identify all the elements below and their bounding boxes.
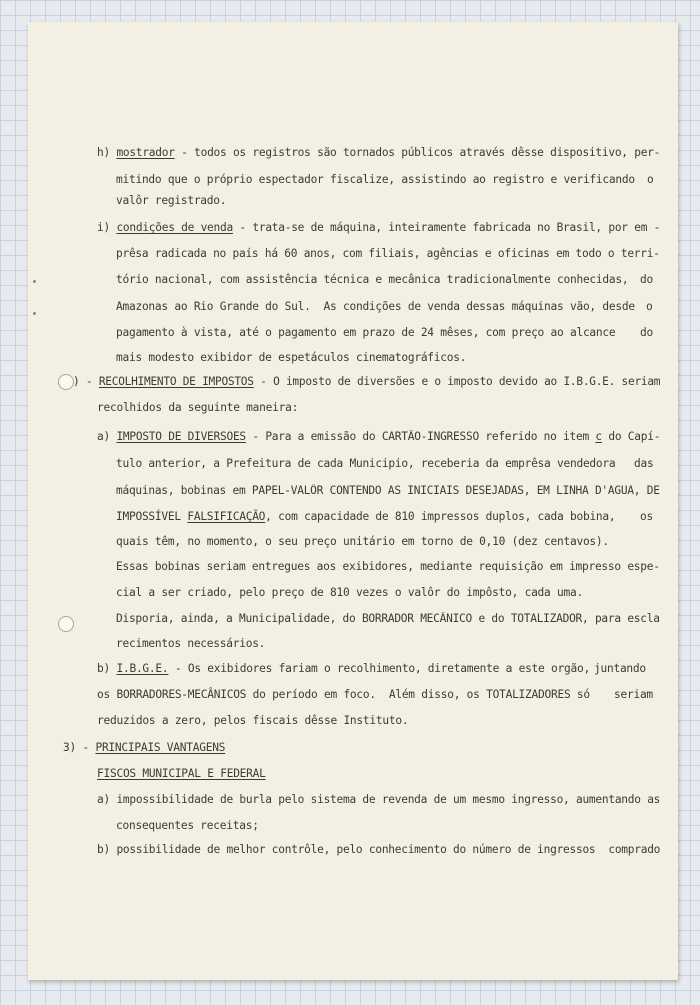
binder-hole-bottom [58, 616, 74, 632]
item-h-line-3: valôr registrado. [116, 194, 227, 207]
item-2a-line-8: Disporia, ainda, a Municipalidade, do BORRADOR MECÂNICO e do TOTALIZADOR, para escla [116, 612, 660, 625]
item-h-term: mostrador [116, 146, 175, 159]
item-h-label: h) [97, 146, 110, 159]
binder-hole-top [58, 374, 74, 390]
item-i-line-4-end: o [646, 300, 653, 313]
section-2-heading: RECOLHIMENTO DE IMPOSTOS [98, 375, 254, 388]
paper-speck [33, 280, 36, 283]
item-i-label: i) [97, 221, 110, 234]
item-2b-label: b) [97, 662, 110, 675]
item-2b-line-2: os BORRADORES-MECÂNICOS do período em foco. Além disso, os TOTALIZADORES só [97, 688, 590, 701]
item-2b-line-1: b) I.B.G.E. - Os exibidores fariam o recolhimento, diretamente a este orgão, [97, 662, 590, 675]
item-2a-line-3: máquinas, bobinas em PAPEL-VALÔR CONTENDO AS INICIAIS DESEJADAS, EM LINHA D'AGUA, DE [116, 484, 660, 497]
item-h-line-2-end: o [647, 173, 654, 186]
item-3a-line-1: a) impossibilidade de burla pelo sistema de revenda de um mesmo ingresso, aumentando as [97, 793, 661, 806]
item-i-line-5-end: do [640, 326, 653, 339]
item-2b-line-1-end: juntando [594, 662, 646, 675]
item-2b-line-2-end: seriam [614, 688, 653, 701]
item-h-line-1: h) mostrador - todos os registros são tornados públicos através dêsse dispositivo, per- [97, 146, 661, 159]
item-2a-line-7: cial a ser criado, pelo preço de 810 vezes o valôr do impôsto, cada uma. [116, 586, 583, 599]
paper-speck [33, 312, 36, 315]
item-2a-line-4: IMPOSSÍVEL FALSIFICAÇÃO, com capacidade de 810 impressos duplos, cada bobina, [116, 510, 616, 523]
item-i-term: condições de venda [116, 221, 233, 234]
section-3-label: 3) - [63, 741, 89, 754]
item-3a-line-2: consequentes receitas; [116, 819, 259, 832]
item-2a-line-6: Essas bobinas seriam entregues aos exibidores, mediante requisição em impresso espe- [116, 560, 660, 573]
item-ref-c: c [595, 430, 602, 443]
item-i-line-6: mais modesto exibidor de espetáculos cinematográficos. [116, 351, 467, 364]
typewritten-page [28, 22, 678, 980]
item-i-line-3: tório nacional, com assistência técnica e mecânica tradicionalmente conhecidas, [116, 273, 629, 286]
item-2a-heading: IMPOSTO DE DIVERSÕES [116, 430, 246, 443]
item-2b-heading: I.B.G.E. [116, 662, 169, 675]
item-3a-label: a) [97, 793, 110, 806]
item-i-line-2: prêsa radicada no país há 60 anos, com filiais, agências e oficinas em todo o terri- [116, 247, 660, 260]
section-3-line-1 [63, 741, 225, 755]
item-2b-line-3: reduzidos a zero, pelos fiscais dêsse Instituto. [97, 714, 409, 727]
section-3-heading: PRINCIPAIS VANTAGENS [95, 741, 226, 754]
item-h-line-2: mitindo que o próprio espectador fiscalize, assistindo ao registro e verificando [116, 173, 635, 186]
item-i-line-4: Amazonas ao Rio Grande do Sul. As condições de venda dessas máquinas vão, desde [116, 300, 635, 313]
item-2a-line-2: tulo anterior, a Prefeitura de cada Municipio, receberia da emprêsa vendedora [116, 457, 616, 470]
section-2-line-2: recolhidos da seguinte maneira: [97, 401, 299, 414]
item-2a-line-4-end: os [640, 510, 653, 523]
item-2a-label: a) [97, 430, 110, 443]
item-i-line-3-end: do [640, 273, 653, 286]
item-2a-line-1: a) IMPOSTO DE DIVERSÕES - Para a emissão do CARTÃO-INGRESSO referido no item c do Capí- [97, 430, 661, 443]
item-3b-label: b) [97, 843, 110, 856]
item-i-line-5: pagamento à vista, até o pagamento em prazo de 24 mêses, com preço ao alcance [116, 326, 616, 339]
item-3b-line-1: b) possibilidade de melhor contrôle, pelo conhecimento do número de ingressos comprado [97, 843, 661, 856]
section-2-label: ) - [73, 375, 93, 388]
item-i-line-1: i) condições de venda - trata-se de máquina, inteiramente fabricada no Brasil, por em - [97, 221, 661, 234]
section-2-line-1: ) - RECOLHIMENTO DE IMPOSTOS - O imposto de diversões e o imposto devido ao I.B.G.E. seriam [73, 375, 661, 388]
item-2a-line-5: quais têm, no momento, o seu preço unitário em torno de 0,10 (dez centavos). [116, 535, 609, 548]
item-2a-line-9: recimentos necessários. [116, 637, 266, 650]
section-3-subheading: FISCOS MUNICIPAL E FEDERAL [97, 767, 266, 780]
falsificacao-underlined: FALSIFICAÇÃO [187, 510, 266, 523]
item-2a-line-2-end: das [634, 457, 654, 470]
